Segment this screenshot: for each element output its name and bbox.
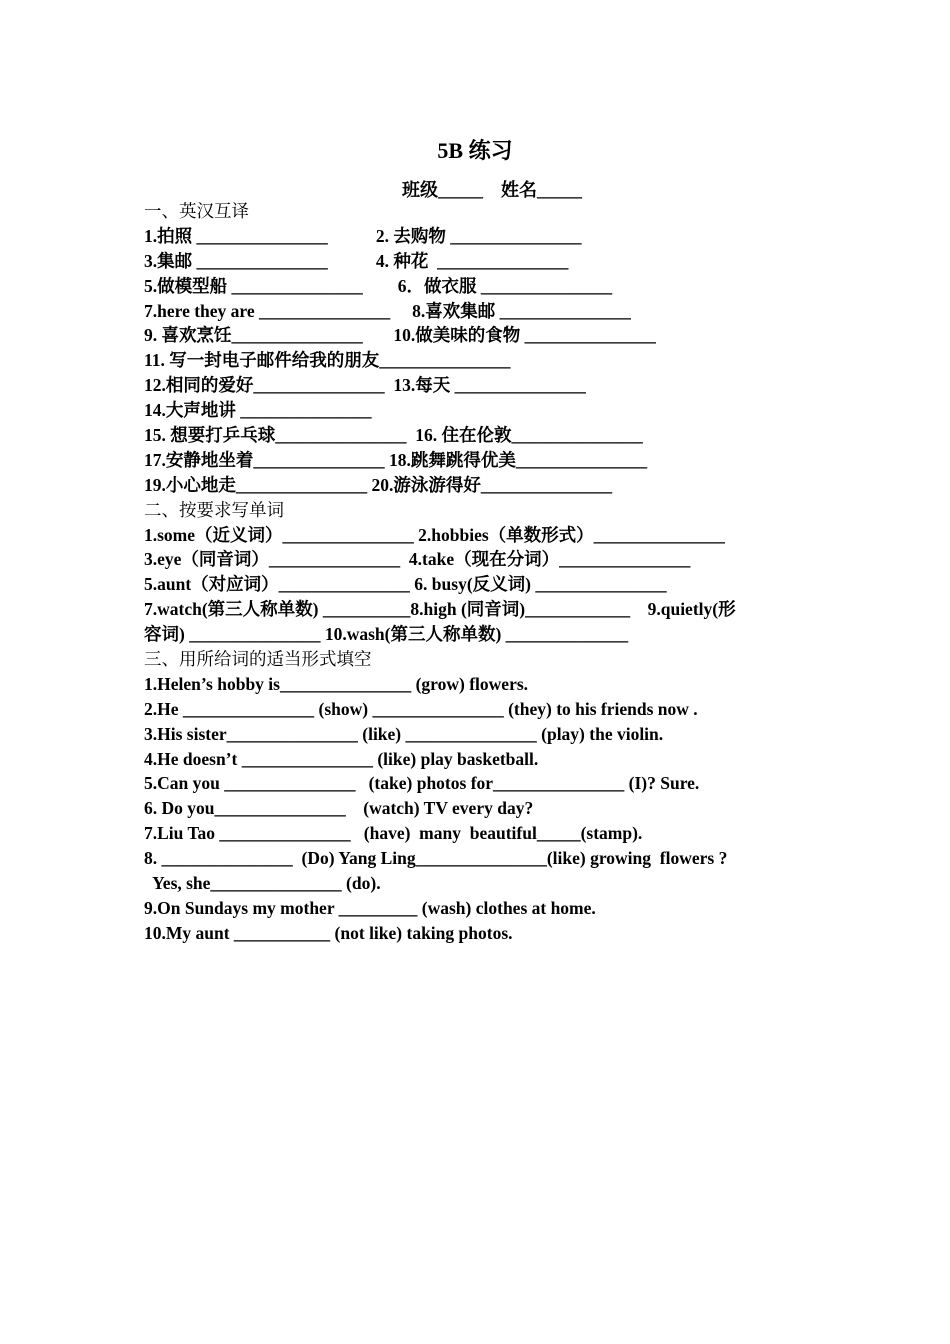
exercise-line: 7.watch(第三人称单数) __________8.high (同音词)____________ 9.quietly(形	[144, 599, 736, 620]
page-title: 5B 练习	[437, 138, 513, 163]
exercise-line: 19.小心地走_______________ 20.游泳游得好_______________	[144, 474, 613, 495]
exercise-line: 15. 想要打乒乓球_______________ 16. 住在伦敦_______________	[144, 425, 643, 446]
exercise-line: 3.eye（同音词）_______________ 4.take（现在分词）_______________	[144, 549, 691, 570]
exercise-line: 1.拍照 _______________ 2. 去购物 _______________	[144, 225, 582, 246]
exercise-line: 11. 写一封电子邮件给我的朋友_______________	[144, 350, 511, 371]
exercise-line: 14.大声地讲 _______________	[144, 400, 372, 421]
exercise-line: 5.aunt（对应词）_______________ 6. busy(反义词) _______________	[144, 574, 667, 595]
exercise-line: 1.some（近义词）_______________ 2.hobbies（单数形式）_______________	[144, 524, 725, 545]
exercise-line: 2.He _______________ (show) _______________ (they) to his friends now .	[144, 698, 698, 719]
exercise-line: 9.On Sundays my mother _________ (wash) clothes at home.	[144, 897, 596, 918]
exercise-line: 5.做模型船 _______________ 6．做衣服 _______________	[144, 275, 613, 296]
exercise-line: 8. _______________ (Do) Yang Ling_______________(like) growing flowers ?	[144, 848, 728, 869]
exercise-line: 3.His sister_______________ (like) _______________ (play) the violin.	[144, 723, 664, 744]
exercise-line: 9. 喜欢烹饪_______________ 10.做美味的食物 _______________	[144, 325, 656, 346]
exercise-line: Yes, she_______________ (do).	[144, 873, 381, 894]
class-name-line: 班级_____ 姓名_____	[402, 180, 582, 200]
worksheet-content	[144, 199, 804, 946]
exercise-line: 17.安静地坐着_______________ 18.跳舞跳得优美_______________	[144, 449, 648, 470]
exercise-line: 6. Do you_______________ (watch) TV every day?	[144, 798, 534, 819]
exercise-line: 12.相同的爱好_______________ 13.每天 _______________	[144, 375, 586, 396]
exercise-line: 10.My aunt ___________ (not like) taking photos.	[144, 922, 513, 943]
section-heading: 二、按要求写单词	[144, 499, 284, 520]
section-heading: 三、用所给词的适当形式填空	[144, 649, 372, 670]
exercise-line: 4.He doesn’t _______________ (like) play basketball.	[144, 748, 539, 769]
exercise-line: 容词) _______________ 10.wash(第三人称单数) ______________	[144, 624, 629, 645]
exercise-line: 5.Can you _______________ (take) photos for_______________ (I)? Sure.	[144, 773, 700, 794]
exercise-line: 7.here they are _______________ 8.喜欢集邮 _______________	[144, 300, 631, 321]
exercise-line: 3.集邮 _______________ 4. 种花 _______________	[144, 250, 569, 271]
section-heading: 一、英汉互译	[144, 201, 249, 221]
exercise-line: 7.Liu Tao _______________ (have) many beautiful_____(stamp).	[144, 823, 643, 844]
exercise-line: 1.Helen’s hobby is_______________ (grow) flowers.	[144, 673, 529, 694]
